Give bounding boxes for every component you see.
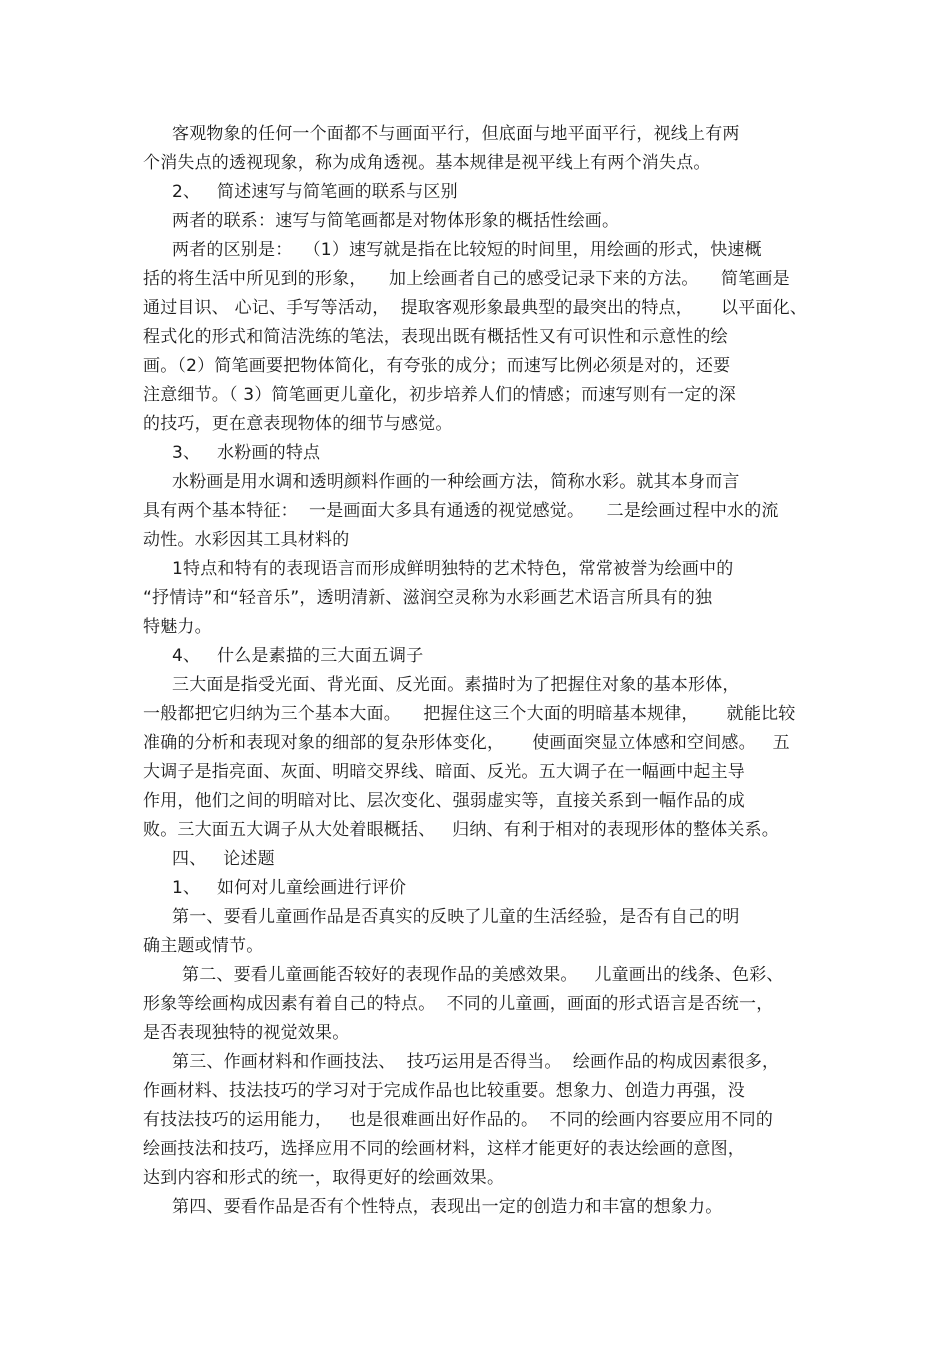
text-line: 第四、要看作品是否有个性特点，表现出一定的创造力和丰富的想象力。 xyxy=(172,1197,723,1217)
section-heading: 四、 论述题 xyxy=(172,849,275,869)
text-line: 第三、作画材料和作画技法、 技巧运用是否得当。 绘画作品的构成因素很多， xyxy=(172,1052,780,1072)
text-line: 的技巧，更在意表现物体的细节与感觉。 xyxy=(143,414,453,434)
text-line: 画。（2）简笔画要把物体简化，有夸张的成分；而速写比例必须是对的，还要 xyxy=(143,356,731,376)
text-line: 个消失点的透视现象，称为成角透视。基本规律是视平线上有两个消失点。 xyxy=(143,153,711,173)
text-line: 一般都把它归纳为三个基本大面。 把握住这三个大面的明暗基本规律， 就能比较 xyxy=(143,704,796,724)
text-line: 通过目识、 心记、手写等活动， 提取客观形象最典型的最突出的特点， 以平面化、 xyxy=(143,298,808,318)
text-line: 达到内容和形式的统一，取得更好的绘画效果。 xyxy=(143,1168,505,1188)
section-heading: 4、 什么是素描的三大面五调子 xyxy=(172,646,424,666)
text-line: 括的将生活中所见到的形象， 加上绘画者自己的感受记录下来的方法。 简笔画是 xyxy=(143,269,790,289)
section-heading: 3、 水粉画的特点 xyxy=(172,443,321,463)
text-line: 第一、要看儿童画作品是否真实的反映了儿童的生活经验，是否有自己的明 xyxy=(172,907,740,927)
text-line: 动性。水彩因其工具材料的 xyxy=(143,530,350,550)
text-line: 准确的分析和表现对象的细部的复杂形体变化， 使画面突显立体感和空间感。 五 xyxy=(143,733,790,753)
text-line: 作画材料、技法技巧的学习对于完成作品也比较重要。想象力、创造力再强，没 xyxy=(143,1081,745,1101)
text-line: 1特点和特有的表现语言而形成鲜明独特的艺术特色，常常被誉为绘画中的 xyxy=(172,559,734,579)
text-line: 作用，他们之间的明暗对比、层次变化、强弱虚实等，直接关系到一幅作品的成 xyxy=(143,791,745,811)
text-line: 第二、要看儿童画能否较好的表现作品的美感效果。 儿童画出的线条、色彩、 xyxy=(182,965,784,985)
text-line: “抒情诗”和“轻音乐”，透明清新、滋润空灵称为水彩画艺术语言所具有的独 xyxy=(143,588,713,608)
text-line: 三大面是指受光面、背光面、反光面。素描时为了把握住对象的基本形体， xyxy=(172,675,740,695)
text-line: 大调子是指亮面、灰面、明暗交界线、暗面、反光。五大调子在一幅画中起主导 xyxy=(143,762,745,782)
text-line: 确主题或情节。 xyxy=(143,936,264,956)
text-line: 具有两个基本特征： 一是画面大多具有通透的视觉感觉。 二是绘画过程中水的流 xyxy=(143,501,779,521)
text-line: 程式化的形式和简洁洗练的笔法，表现出既有概括性又有可识性和示意性的绘 xyxy=(143,327,728,347)
text-line: 水粉画是用水调和透明颜料作画的一种绘画方法，简称水彩。就其本身而言 xyxy=(172,472,740,492)
section-heading: 2、 简述速写与简笔画的联系与区别 xyxy=(172,182,458,202)
text-line: 特魅力。 xyxy=(143,617,212,637)
text-line: 是否表现独特的视觉效果。 xyxy=(143,1023,350,1043)
text-line: 注意细节。（ 3）简笔画更儿童化，初步培养人们的情感；而速写则有一定的深 xyxy=(143,385,736,405)
text-line: 客观物象的任何一个面都不与画面平行，但底面与地平面平行，视线上有两 xyxy=(172,124,740,144)
text-line: 形象等绘画构成因素有着自己的特点。 不同的儿童画，画面的形式语言是否统一， xyxy=(143,994,774,1014)
text-line: 两者的区别是： （1）速写就是指在比较短的时间里，用绘画的形式，快速概 xyxy=(172,240,762,260)
section-heading: 1、 如何对儿童绘画进行评价 xyxy=(172,878,407,898)
text-line: 败。三大面五大调子从大处着眼概括、 归纳、有利于相对的表现形体的整体关系。 xyxy=(143,820,780,840)
text-line: 两者的联系：速写与简笔画都是对物体形象的概括性绘画。 xyxy=(172,211,620,231)
text-line: 绘画技法和技巧，选择应用不同的绘画材料，这样才能更好的表达绘画的意图， xyxy=(143,1139,745,1159)
text-line: 有技法技巧的运用能力， 也是很难画出好作品的。 不同的绘画内容要应用不同的 xyxy=(143,1110,774,1130)
